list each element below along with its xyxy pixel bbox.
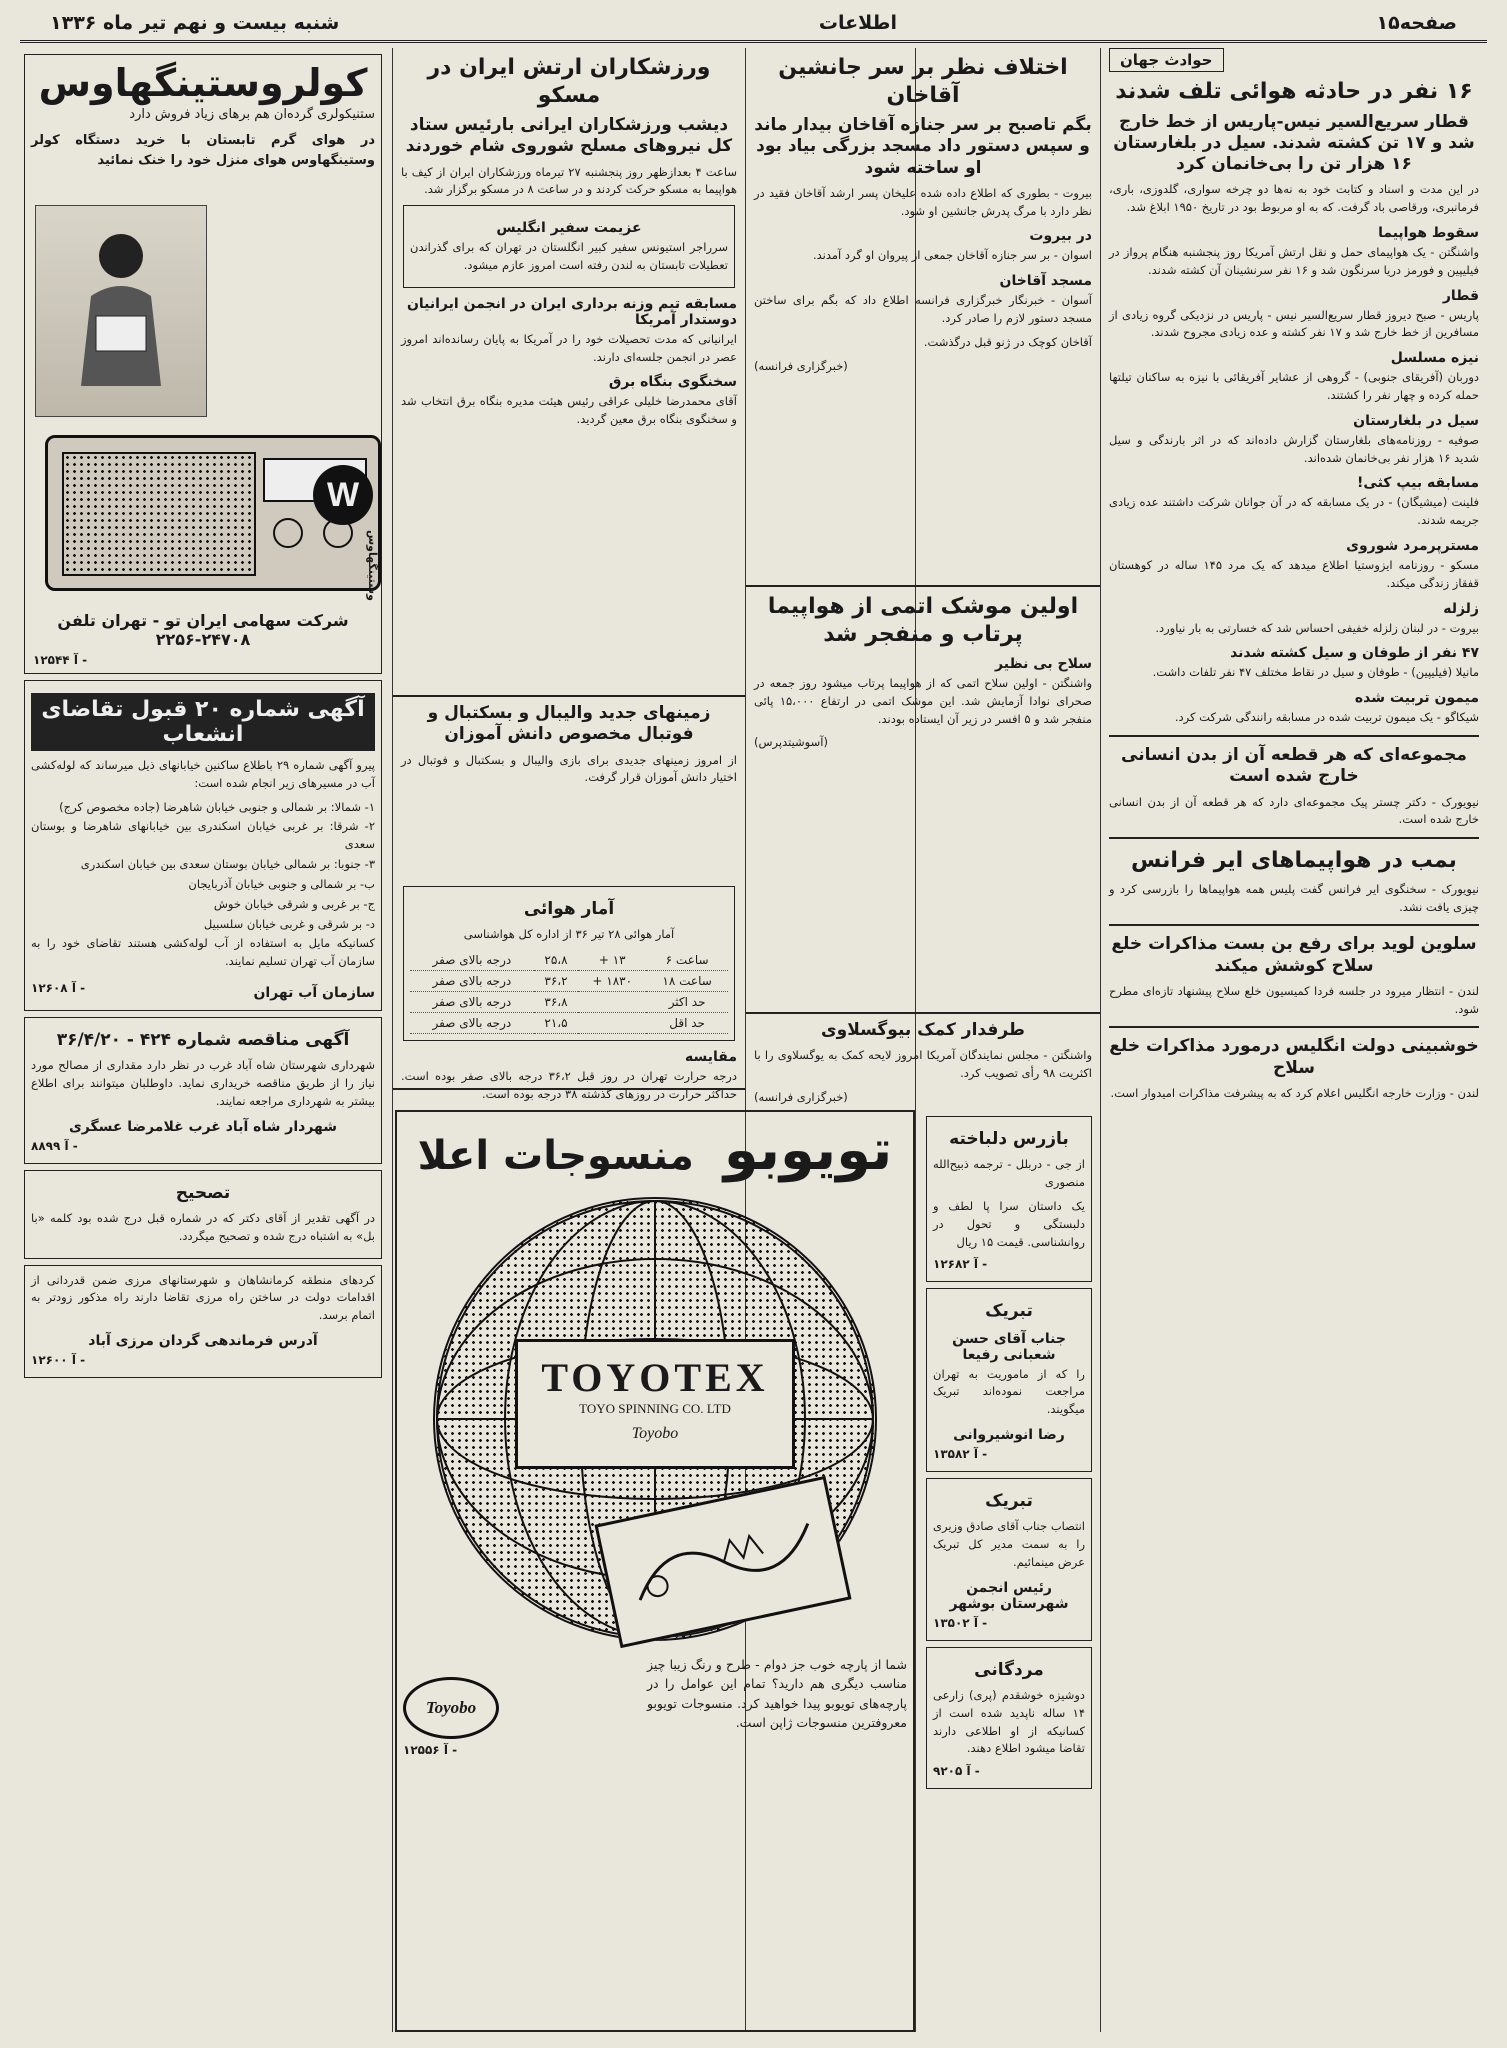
ad-signature: آدرس فرماندهی گردان مرزی آباد (88, 1332, 318, 1349)
ad-code: ۹۲۰۵ آ - (933, 1764, 980, 1779)
yugoslavia-article (746, 1012, 1100, 1102)
notice-text: را که از ماموریت به تهران مراجعت نموده‌اند تبریک میگویند. (933, 1366, 1085, 1417)
subhead: در بیروت (1029, 228, 1092, 245)
brand-name: تویوبو (723, 1118, 893, 1183)
ad-signature: سازمان آب تهران (253, 984, 375, 1001)
paragraph: مسکو - روزنامه ایزوستیا اطلاع میدهد که یک مرد ۱۴۵ ساله در کوهستان قفقاز زندگی میکند. (1109, 558, 1479, 590)
table-row (410, 1013, 728, 1034)
list-item: ۲- شرقا: بر غربی خیابان اسکندری بین خیابانهای شاهرضا و بوستان سعدی (31, 819, 375, 852)
table-row (410, 950, 728, 971)
list-item: ب- بر شمالی و جنوبی خیابان آذربایجان (188, 876, 375, 891)
table-cell: درجه بالای صفر (410, 950, 534, 971)
table-row (410, 971, 728, 992)
table-cell: ۱۸۳۰ + (578, 971, 646, 992)
list-item: ج- بر غربی و شرقی خیابان خوش (213, 896, 375, 911)
book-author: از جی - دربلل - ترجمه ذبیح‌الله منصوری (933, 1157, 1085, 1190)
ad-body: شما از پارچه خوب جز دوام - طرح و رنگ زیبا چیز مناسب دیگری هم دارید؟ تمام این عوامل را در پارچه‌های تویوبو پیدا خواهید کرد. منسوجات تویوبو معروفترین منسوجات ژاپن است. (647, 1657, 907, 1731)
headline: بمب در هواپیماهای ایر فرانس (1131, 848, 1457, 874)
table-cell (578, 992, 646, 1013)
label-mark: Toyobo (631, 1425, 679, 1442)
ad-footer (403, 1655, 907, 1739)
subhead: سقوط هواپیما (1378, 224, 1479, 241)
paragraph: واشنگتن - یک هواپیمای حمل و نقل ارتش آمریکا روز پنجشنبه هنگام پرواز در فیلیپین و فورمز دریا سرنگون شد و ۱۶ نفر سرنشینان آن کشته شدند. (1109, 244, 1479, 277)
table-cell: ۳۶،۲ (534, 971, 579, 992)
ad-signature: شهردار شاه آباد غرب غلامرضا عسگری (68, 1118, 338, 1135)
weather-box (403, 886, 735, 1041)
label-company: TOYO SPINNING CO. LTD (579, 1401, 731, 1416)
comparison-text: درجه حرارت تهران در روز قبل ۳۶،۲ درجه بالای صفر بوده است. حداکثر حرارت در روزهای گذشته ۳۸ درجه بوده است. (401, 1069, 737, 1101)
table-cell: ساعت ۶ (646, 950, 728, 971)
headline: اولین موشک اتمی از هواپیما پرتاب و منفجر شد (767, 594, 1079, 647)
paragraph: بیروت - در لبنان زلزله خفیفی احساس شد که خسارتی به بار نیاورد. (1155, 620, 1479, 635)
speaker-grille (62, 452, 256, 576)
ad-code: ۱۲۵۵۶ آ - (403, 1742, 458, 1757)
subhead: ۴۷ نفر از طوفان و سیل کشته شدند (1230, 645, 1479, 662)
table-row (410, 992, 728, 1013)
ad-heading (403, 1118, 907, 1183)
notice-name: جناب آقای حسن شعبانی رفیعا (952, 1330, 1066, 1363)
divider (1109, 735, 1479, 737)
congratulation-notice (926, 1288, 1092, 1472)
ad-title: آگهی شماره ۲۰ قبول تقاضای انشعاب (31, 693, 375, 751)
ad-line: ستنیکولری گرده‌ان هم برهای زیاد فروش دارد (129, 107, 375, 122)
table-cell: حد اکثر (646, 992, 728, 1013)
headline: طرفدار کمک بیوگسلاوی (821, 1020, 1025, 1040)
ad-code: ۱۳۵۰۲ آ - (933, 1615, 988, 1630)
volleyball-article (393, 695, 745, 875)
ads-column (14, 48, 392, 2032)
subhead: مسجد آقاخان (999, 273, 1092, 290)
headline: مجموعه‌ای که هر قطعه آن از بدن انسانی خارج شده است (1121, 745, 1467, 787)
ad-line: در هوای گرم تابستان با خرید دستگاه کولر وستینگهاوس هوای منزل خود را خنک نمائید (31, 133, 375, 169)
paragraph: بیروت - بطوری که اطلاع داده شده علیخان پسر ارشد آقاخان فقید در نظر دارد با مرگ پدرش جانشین او شود. (754, 185, 1092, 218)
weather-caption: آمار هوائی ۲۸ تیر ۳۶ از اداره کل هواشناسی (463, 927, 675, 942)
headline: خوشبینی دولت انگلیس درمورد مذاکرات خلع سلاح (1109, 1036, 1479, 1078)
company-name: شرکت سهامی ایران تو - تهران تلفن ۲۴۷۰۸-۲۲۵۶ (57, 611, 349, 649)
headline: ۱۶ نفر در حادثه هوائی تلف شدند (1115, 79, 1473, 104)
subheadline: بگم تاصبح بر سر جنازه آقاخان بیدار ماند و سپس دستور داد مسجد بزرگی بیاد بود او ساخته شود (754, 115, 1092, 178)
ad-title: آگهی مناقصه شماره ۴۲۴ - ۳۶/۴/۲۰ (56, 1029, 350, 1050)
ad-body: در آگهی تقدیر از آقای دکتر که در شماره قبل درج شده بود کلمه «با بل» به اشتباه درج شده و تصحیح میگردد. (31, 1210, 375, 1243)
table-cell: ۲۵،۸ (534, 950, 579, 971)
subhead: سخنگوی بنگاه برق (608, 374, 737, 391)
headline: ورزشکاران ارتش ایران در مسکو (427, 55, 711, 108)
weather-table (410, 950, 728, 1034)
subhead: میمون تربیت شده (1354, 690, 1479, 707)
paragraph: نیویورک - دکتر چستر پیک مجموعه‌ای دارد که هر قطعه آن از بدن انسانی خارج شده است. (1109, 794, 1479, 827)
divider (1109, 1026, 1479, 1028)
westinghouse-logo: W (313, 465, 373, 525)
table-cell: ساعت ۱۸ (646, 971, 728, 992)
headline: زمینهای جدید والیبال و بسکتبال و فوتبال مخصوص دانش آموزان (427, 703, 711, 745)
divider (1109, 924, 1479, 926)
subhead: سلاح بی نظیر (995, 656, 1092, 672)
notice-title: تبریک (985, 1301, 1033, 1322)
headline: اختلاف نظر بر سر جانشین آقاخان (778, 55, 1068, 108)
page-number: صفحه۱۵ (1376, 12, 1457, 34)
notice-title: مردگانی (974, 1659, 1044, 1680)
reading-figure-icon (36, 206, 206, 416)
paper-name: اطلاعات (818, 12, 897, 34)
tender-ad (24, 1017, 382, 1164)
correction-ad (24, 1170, 382, 1259)
paragraph: نیویورک - سخنگوی ایر فرانس گفت پلیس همه هواپیماها را بازرسی کرد و چیزی یافت نشد. (1109, 881, 1479, 914)
table-cell: درجه بالای صفر (410, 1013, 534, 1034)
toyobo-logo: Toyobo (403, 1677, 499, 1739)
paragraph: سرراجر استیونس سفیر کبیر انگلستان در تهران که برای گذراندن تعطیلات تابستان به لندن رفته است امروز عازم میشود. (410, 240, 728, 272)
brand-tagline: وستینگهاوس (366, 530, 379, 601)
issue-date: شنبه بیست و نهم تیر ماه ۱۳۳۶ (50, 12, 340, 34)
subhead: قطار (1442, 287, 1479, 304)
label-brand: TOYOTEX (541, 1355, 769, 1400)
subhead: مسابقه تیم وزنه برداری ایران در انجمن ایرانیان دوستدار آمریکا (406, 295, 737, 328)
book-title: بازرس دلباخته (949, 1129, 1069, 1149)
ad-code: ۱۲۶۸۲ آ - (933, 1257, 988, 1272)
ad-body: کسانیکه مایل به استفاده از آب لوله‌کشی هستند تقاضای خود را به سازمان آب تهران تسلیم نمایند. (31, 936, 375, 969)
subhead: سیل در بلغارستان (1353, 412, 1479, 429)
list-item: ۱- شمالا: بر شمالی و جنوبی خیابان شاهرضا (جاده مخصوص کرج) (59, 799, 375, 814)
ambassador-box (403, 205, 735, 288)
ad-code: ۱۳۵۸۲ آ - (933, 1447, 988, 1461)
paragraph: فلینت (میشیگان) - در یک مسابقه که در آن جوانان شرکت داشتند عده زیادی جریمه شدند. (1109, 495, 1479, 528)
paragraph: ساعت ۴ بعدازظهر روز پنجشنبه ۲۷ تیرماه ورزشکاران ایران از کیف با هواپیما به مسکو حرکت کردند و در ساعت ۸ در مسکو برگزار شد. (401, 164, 738, 197)
paragraph: لندن - وزارت خارجه انگلیس اعلام کرد که به پیشرفت مذاکرات امیدوار است. (1110, 1085, 1479, 1100)
paragraph: لندن - انتظار میرود در جلسه فردا کمیسیون خلع سلاح پیشنهاد تازه‌ای مطرح شود. (1109, 983, 1479, 1016)
missile-article (746, 585, 1100, 1005)
missing-person-notice (926, 1647, 1092, 1790)
ad-title: تصحیح (175, 1182, 231, 1203)
ad-title: کولروستینگهاوس (38, 61, 368, 105)
subhead: عزیمت سفیر انگلیس (496, 220, 642, 237)
notices-column (920, 1110, 1098, 2032)
section-tag: حوادث جهان (1109, 48, 1224, 72)
ad-code: ۱۲۵۴۴ آ - (33, 653, 88, 667)
table-cell: درجه بالای صفر (410, 992, 534, 1013)
paragraph: مانیلا (فیلیپین) - طوفان و سیل در نقاط مختلف ۴۷ نفر تلفات داشت. (1152, 665, 1479, 680)
subhead: زلزله (1443, 600, 1479, 617)
ad-footer (31, 977, 375, 1004)
table-cell (578, 1013, 646, 1034)
toyotex-label (515, 1339, 795, 1469)
table-cell: ۳۶،۸ (534, 992, 579, 1013)
ad-body: شهرداری شهرستان شاه آباد غرب در نظر دارد مقداری از مصالح مورد نیاز را از طریق مناقصه خریداری نماید. داوطلبان میتوانند برای اطلاع بیشتر به شهرداری مراجعه نمایند. (31, 1058, 375, 1108)
notice-text: انتصاب جناب آقای صادق وزیری را به سمت مدیر کل تبریک عرض مینمائیم. (933, 1519, 1085, 1569)
masthead (20, 6, 1487, 43)
subhead: نیزه مسلسل (1390, 350, 1479, 367)
notice-signature: رئیس انجمن شهرستان بوشهر (949, 1579, 1069, 1612)
congratulation-notice (926, 1478, 1092, 1641)
paragraph: در این مدت و اسناد و کتابت خود به نه‌ها دو چرخه سواری، گلدوزی، باری، فرمانبری، ورقاصی باد گرفت. که به او مربوط بود در تاریخ ۱۹۵۰ ابلاغ شد. (1109, 182, 1479, 215)
radio-ad (24, 54, 382, 674)
ad-intro: پیرو آگهی شماره ۲۹ باطلاع ساکنین خیابانهای ذیل میرساند که لوله‌کشی آب در مسیرهای زیر انجام شده است: (31, 758, 375, 790)
paragraph: آسوان - خبرنگار خبرگزاری فرانسه اطلاع داد که بگم برای ساختن مسجد دستور لازم را صادر کرد. (754, 293, 1092, 325)
credit: (خبرگزاری فرانسه) (754, 358, 848, 373)
credit: (آسوشیتدپرس) (754, 735, 828, 750)
divider (1109, 837, 1479, 839)
weather-extremes (393, 1088, 745, 1106)
list-item: ۳- جنوبا: بر شمالی خیابان بوستان سعدی بین خیابان اسکندری (80, 857, 375, 872)
credit: (خبرگزاری فرانسه) (754, 1089, 848, 1104)
border-road-ad (24, 1265, 382, 1378)
table-cell: ۱۳ + (578, 950, 646, 971)
paragraph: واشنگتن - اولین سلاح اتمی که از هواپیما پرتاب میشود روز جمعه در صحرای نوادا آزمایش شد. این موشک اتمی در ارتفاع ۱۵،۰۰۰ پائی منفجر شد و ۵ افسر در زیر آن ایستاده بودند. (754, 676, 1092, 726)
subhead: مسترپرمرد شوروی (1346, 538, 1479, 554)
book-description: یک داستان سرا پا لطف و دلبستگی و تحول در روانشناسی. قیمت ۱۵ ریال (933, 1198, 1085, 1249)
subheadline: قطار سریع‌السیر نیس-پاریس از خط خارج شد و ۱۷ تن کشته شدند. سیل در بلغارستان ۱۶ هزار تن را بی‌خانمان کرد (1113, 111, 1475, 174)
water-ad (24, 680, 382, 1011)
headline: سلوین لوید برای رفع بن بست مذاکرات خلع سلاح کوشش میکند (1111, 934, 1477, 976)
paragraph: ایرانیانی که مدت تحصیلات خود را در آمریکا به پایان رسانده‌اند امروز عصر در انجمن جلسه‌ای دارند. (401, 331, 737, 364)
volume-knob-icon (273, 518, 303, 548)
subhead: مسابقه بیپ کثی! (1357, 475, 1479, 492)
notice-signature: رضا انوشیروانی (953, 1427, 1065, 1443)
notice-text: دوشیزه خوشقدم (پری) زارعی ۱۴ ساله ناپدید شده است از کسانیکه از او اطلاعی دارند تقاضا میشود اطلاع دهند. (933, 1687, 1085, 1756)
comparison-title: مقایسه (685, 1049, 737, 1066)
ad-code: ۱۲۶۰۰ آ - (31, 1352, 86, 1367)
world-news-column (1101, 48, 1487, 2032)
paragraph: واشنگتن - مجلس نمایندگان آمریکا امروز لایحه کمک به یوگسلاوی را با اکثریت ۹۸ رأی تصویب کرد. (754, 1048, 1092, 1081)
notice-title: تبریک (985, 1491, 1033, 1511)
paragraph: صوفیه - روزنامه‌های بلغارستان گزارش داده‌اند که در اثر بارندگی و سیل شدید ۱۶ هزار نفر بی‌خانمان شده‌اند. (1109, 432, 1479, 465)
weather-stats (393, 880, 745, 1101)
paragraph: دوربان (آفریقای جنوبی) - گروهی از عشایر آفریقائی با نیزه به ساکنان تیلتها حمله کرده و چهار نفر را کشتند. (1109, 370, 1479, 402)
ad-slogan: منسوجات اعلا (417, 1133, 694, 1179)
paragraph: آقای محمدرضا خلیلی عراقی رئیس هیئت مدیره بنگاه برق انتخاب شد و سخنگوی بنگاه برق معین گردید. (401, 394, 737, 427)
paragraph: از امروز زمینهای جدیدی برای بازی والیبال و بسکتبال و فوتبال در اختیار دانش آموزان قرار گرفت. (401, 752, 737, 785)
sports-article (393, 48, 745, 690)
aga-khan-article (746, 48, 1100, 578)
paragraph: اسوان - بر سر جنازه آقاخان جمعی از پیروان او گرد آمدند. (812, 248, 1092, 263)
paragraph: شیکاگو - یک میمون تربیت شده در مسابقه رانندگی شرکت کرد. (1174, 710, 1479, 725)
paragraph: پاریس - صبح دیروز قطار سریع‌السیر نیس - پاریس در نزدیکی گروه زیادی از مسافرین از خط خارج شد و ۱۷ نفر کشته و عده زیادی مجروح شدند. (1109, 307, 1479, 340)
ad-code: ۸۸۹۹ آ - (31, 1138, 78, 1153)
ad-code: ۱۲۶۰۸ آ - (31, 980, 86, 995)
subheadline: دیشب ورزشکاران ایرانی بارئیس ستاد کل نیروهای مسلح شوروی شام خوردند (405, 115, 733, 157)
table-cell: درجه بالای صفر (410, 971, 534, 992)
weather-title: آمار هوائی (523, 899, 615, 919)
woman-reading-illustration (35, 205, 207, 417)
table-cell: حد اقل (646, 1013, 728, 1034)
book-ad (926, 1116, 1092, 1282)
list-item: د- بر شرقی و غربی خیابان سلسبیل (203, 916, 375, 931)
globe-graphic (433, 1197, 877, 1641)
table-cell: ۲۱،۵ (534, 1013, 579, 1034)
toyobo-ad (395, 1110, 915, 2032)
paragraph: آقاخان کوچک در ژنو قبل درگذشت. (923, 334, 1092, 349)
ad-body: کردهای منطقه کرمانشاهان و شهرستانهای مرزی ضمن قدردانی از اقدامات دولت در ساختن راه مرزی تقاضا دارند راه مذکور زودتر به اتمام برسد. (31, 1272, 375, 1323)
